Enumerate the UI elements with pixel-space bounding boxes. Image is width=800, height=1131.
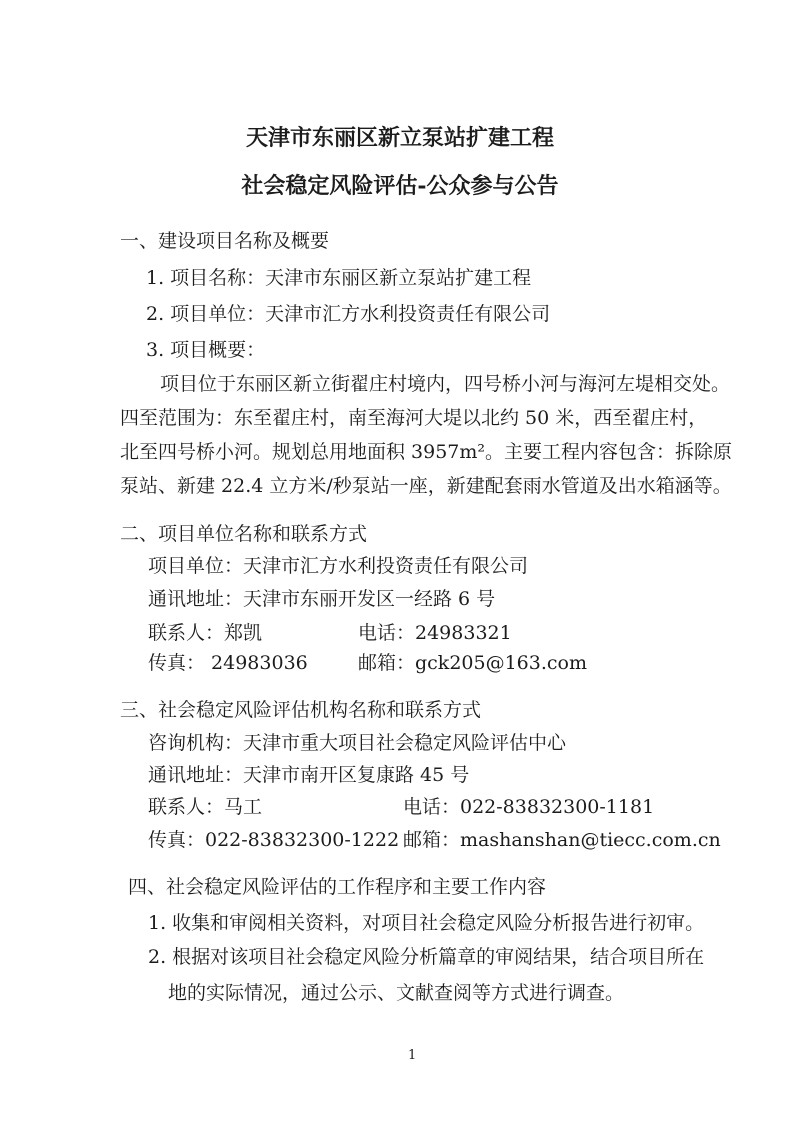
section1-paragraph-line3: 北至四号桥小河。规划总用地面积 3957m²。主要工程内容包含：拆除原: [120, 441, 733, 463]
section2-contact: 联系人：郑凯: [148, 622, 263, 644]
section1-item3: 3. 项目概要：: [146, 339, 266, 361]
section3-address: 通讯地址：天津市南开区复康路 45 号: [148, 764, 470, 786]
section2-phone: 电话：24983321: [358, 622, 512, 644]
section1-paragraph-line2: 四至范围为：东至翟庄村，南至海河大堤以北约 50 米，西至翟庄村，: [120, 407, 708, 429]
section1-item2: 2. 项目单位：天津市汇方水利投资责任有限公司: [146, 303, 551, 325]
section3-agency: 咨询机构：天津市重大项目社会稳定风险评估中心: [148, 732, 567, 754]
section1-item1: 1. 项目名称：天津市东丽区新立泵站扩建工程: [146, 267, 532, 289]
section4-item2-line1: 2. 根据对该项目社会稳定风险分析篇章的审阅结果，结合项目所在: [148, 946, 705, 968]
section3-email: 邮箱：mashanshan@tiecc.com.cn: [403, 829, 721, 851]
section4-heading: 四、社会稳定风险评估的工作程序和主要工作内容: [128, 876, 547, 898]
section1-paragraph-line1: 项目位于东丽区新立街翟庄村境内，四号桥小河与海河左堤相交处。: [160, 373, 731, 395]
section4-item2-line2: 地的实际情况，通过公示、文献查阅等方式进行调查。: [168, 982, 625, 1004]
section2-address: 通讯地址：天津市东丽开发区一经路 6 号: [148, 588, 496, 610]
section3-heading: 三、社会稳定风险评估机构名称和联系方式: [120, 699, 482, 721]
section2-email: 邮箱：gck205@163.com: [358, 652, 587, 674]
section2-unit: 项目单位：天津市汇方水利投资责任有限公司: [148, 555, 529, 577]
section4-item1: 1. 收集和审阅相关资料，对项目社会稳定风险分析报告进行初审。: [148, 912, 705, 934]
document-title-line1: 天津市东丽区新立泵站扩建工程: [245, 125, 554, 151]
section1-paragraph-line4: 泵站、新建 22.4 立方米/秒泵站一座，新建配套雨水管道及出水箱涵等。: [120, 475, 732, 497]
section2-heading: 二、项目单位名称和联系方式: [120, 523, 368, 545]
document-title-line2: 社会稳定风险评估-公众参与公告: [241, 173, 559, 199]
section3-fax: 传真：022-83832300-1222: [148, 829, 400, 851]
page-number: 1: [408, 1048, 417, 1063]
section3-phone: 电话：022-83832300-1181: [403, 796, 655, 818]
section1-heading: 一、建设项目名称及概要: [120, 230, 330, 252]
section2-fax: 传真： 24983036: [148, 652, 308, 674]
section3-contact: 联系人：马工: [148, 796, 263, 818]
